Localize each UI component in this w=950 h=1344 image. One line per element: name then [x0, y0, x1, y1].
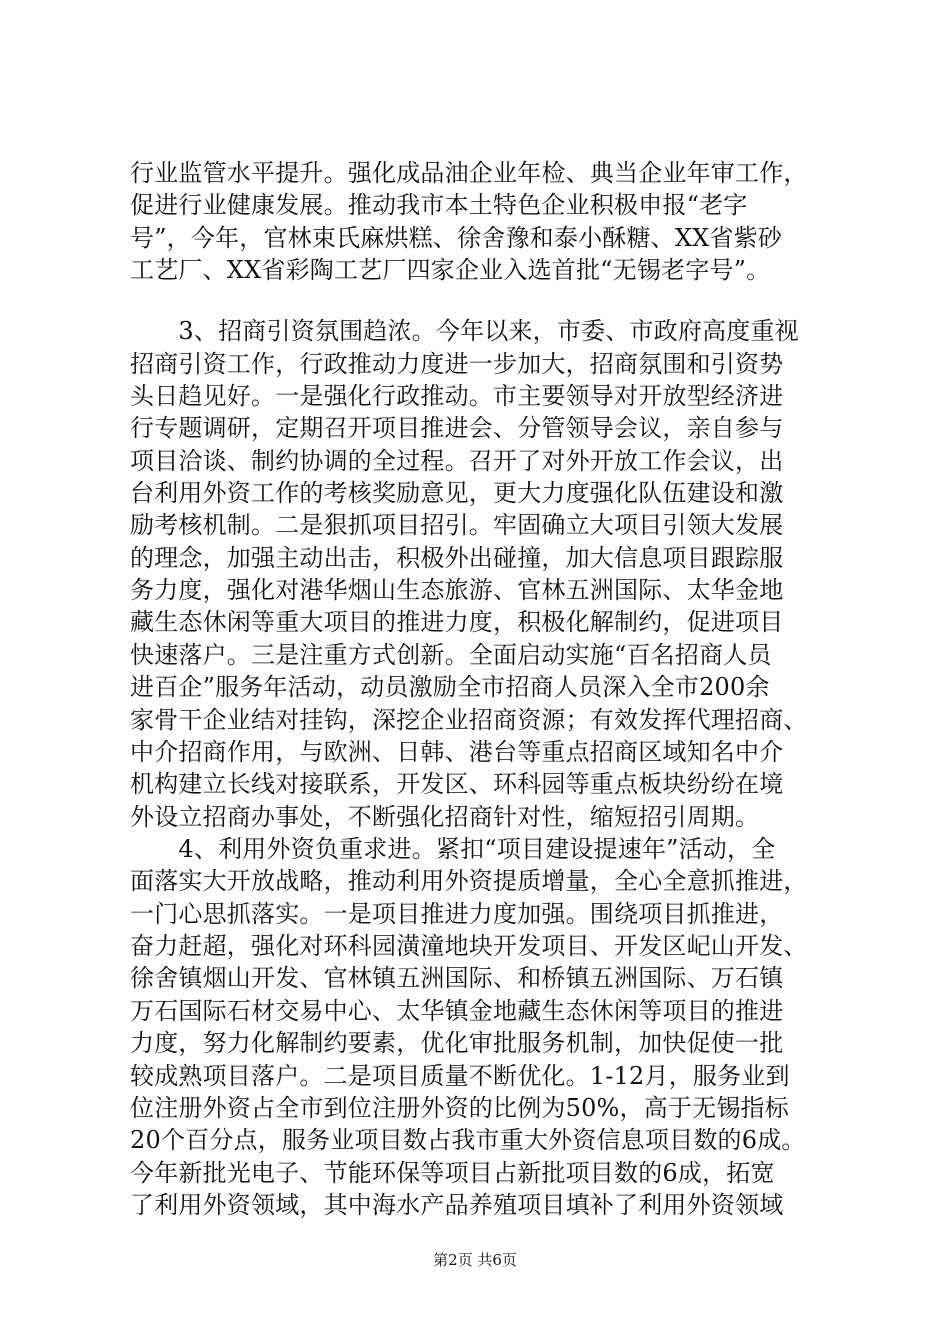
text-line: 位注册外资占全市到位注册外资的比例为50%，高于无锡指标 [130, 1094, 789, 1122]
text-line: 徐舍镇烟山开发、官林镇五洲国际、和桥镇五洲国际、万石镇 [130, 964, 784, 992]
text-line: 了利用外资领域，其中海水产品养殖项目填补了利用外资领域 [130, 1191, 784, 1219]
text-line: 招商引资工作，行政推动力度进一步加大，招商氛围和引资势 [130, 350, 784, 378]
text-line: 进百企”服务年活动，动员激励全市招商人员深入全市200余 [130, 673, 770, 701]
text-line: 奋力赶超，强化对环科园潢潼地块开发项目、开发区屺山开发、 [130, 932, 808, 960]
text-line: 面落实大开放战略，推动利用外资提质增量，全心全意抓推进， [130, 867, 808, 895]
text-line: 号”，今年，官林束氏麻烘糕、徐舍豫和泰小酥糖、XX省紫砂 [130, 224, 783, 252]
text-line: 快速落户。三是注重方式创新。全面启动实施“百名招商人员 [130, 641, 772, 669]
text-line: 工艺厂、XX省彩陶工艺厂四家企业入选首批“无锡老字号”。 [130, 256, 771, 284]
page-number-footer: 第2页 共6页 [433, 1251, 517, 1269]
text-line: 行专题调研，定期召开项目推进会、分管领导会议，亲自参与 [130, 414, 784, 442]
text-line: 4、利用外资负重求进。紧扣“项目建设提速年”活动，全 [130, 835, 776, 863]
text-line: 项目洽谈、制约协调的全过程。召开了对外开放工作会议，出 [130, 447, 784, 475]
text-line: 力度，努力化解制约要素，优化审批服务机制，加快促使一批 [130, 1029, 784, 1057]
text-line: 机构建立长线对接联系，开发区、环科园等重点板块纷纷在境 [130, 770, 784, 798]
text-line: 3、招商引资氛围趋浓。今年以来，市委、市政府高度重视 [130, 317, 799, 345]
text-line: 今年新批光电子、节能环保等项目占新批项目数的6成，拓宽 [130, 1159, 775, 1187]
text-line: 务力度，强化对港华烟山生态旅游、官林五洲国际、太华金地 [130, 576, 784, 604]
text-line: 中介招商作用，与欧洲、日韩、港台等重点招商区域知名中介 [130, 738, 784, 766]
text-line: 行业监管水平提升。强化成品油企业年检、典当企业年审工作， [130, 159, 808, 187]
text-line: 促进行业健康发展。推动我市本土特色企业积极申报“老字 [130, 191, 748, 219]
text-line: 万石国际石材交易中心、太华镇金地藏生态休闲等项目的推进 [130, 997, 784, 1025]
text-line: 的理念，加强主动出击，积极外出碰撞，加大信息项目跟踪服 [130, 544, 784, 572]
text-line: 20个百分点，服务业项目数占我市重大外资信息项目数的6成。 [130, 1126, 806, 1154]
text-line: 家骨干企业结对挂钩，深挖企业招商资源；有效发挥代理招商、 [130, 706, 808, 734]
text-line: 藏生态休闲等重大项目的推进力度，积极化解制约，促进项目 [130, 608, 784, 636]
text-line: 外设立招商办事处，不断强化招商针对性，缩短招引周期。 [130, 803, 760, 831]
text-line: 台利用外资工作的考核奖励意见，更大力度强化队伍建设和激 [130, 479, 784, 507]
text-line: 较成熟项目落户。二是项目质量不断优化。1-12月，服务业到 [130, 1062, 790, 1090]
text-line: 头日趋见好。一是强化行政推动。市主要领导对开放型经济进 [130, 382, 784, 410]
text-line: 一门心思抓落实。一是项目推进力度加强。围绕项目抓推进， [130, 900, 784, 928]
text-line: 励考核机制。二是狠抓项目招引。牢固确立大项目引领大发展 [130, 511, 784, 539]
